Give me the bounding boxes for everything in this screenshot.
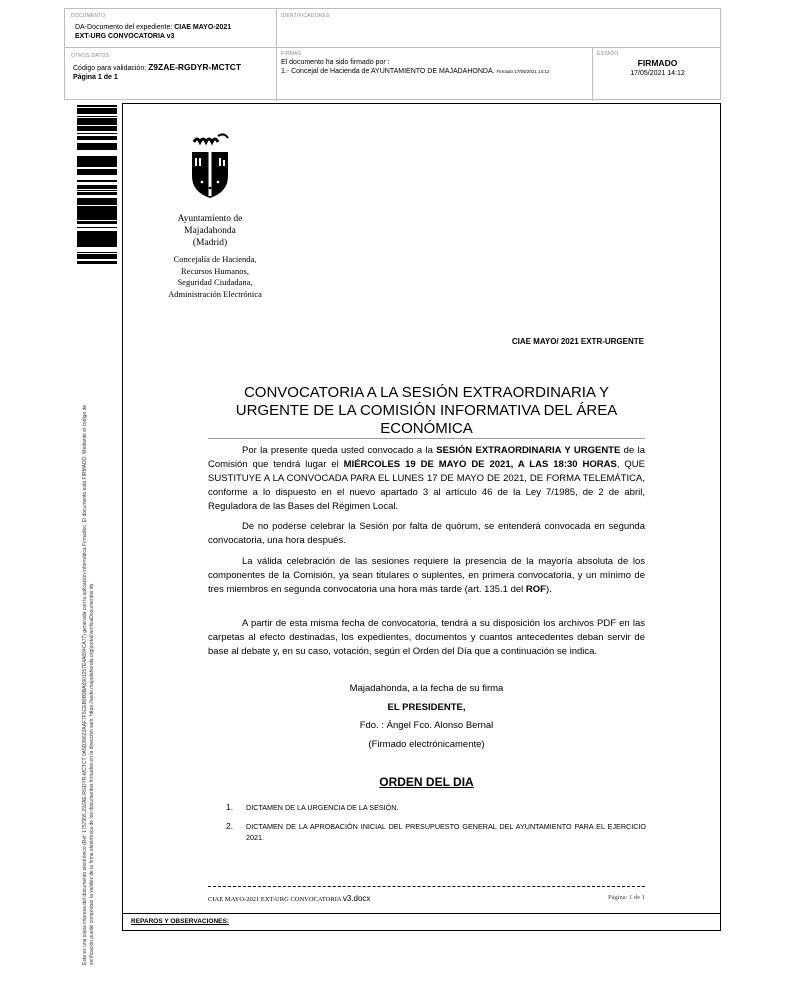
footer-page: Página: 1 de 1	[607, 894, 645, 901]
pagina-count: Página 1 de 1	[73, 74, 118, 81]
document-header-table	[64, 8, 721, 100]
title-line: CONVOCATORIA A LA SESIÓN EXTRAORDINARIA Y	[243, 384, 610, 401]
paragraph-2: De no poderse celebrar la Sesión por falta de quórum, se entenderá convocada en segunda convocatoria, una hora después.	[208, 521, 645, 546]
firmas-line2	[281, 67, 549, 76]
council-department	[155, 254, 275, 300]
firmas-signer: 1.- Concejal de Hacienda de AYUNTAMIENTO DE MAJADAHONDA.	[281, 68, 495, 75]
agenda-item	[226, 821, 646, 845]
signature-note: (Firmado electrónicamente)	[368, 739, 485, 750]
documento-label: DOCUMENTO	[71, 13, 106, 19]
footer-file-prefix: CIAE MAYO-2021 EXT-URG CONVOCATORIA	[208, 896, 343, 903]
documento-line2: EXT-URG CONVOCATORIA v3	[75, 33, 175, 40]
documento-value	[75, 23, 231, 41]
paragraph-1	[208, 444, 645, 514]
paragraph-3	[208, 555, 645, 597]
department-line: Seguridad Ciudadana,	[177, 277, 253, 287]
documento-code: CIAE MAYO-2021	[174, 24, 232, 31]
firmas-date: Firmado 17/05/2021 14:12	[496, 69, 550, 74]
firmas-label: FIRMAS	[281, 51, 302, 57]
agenda-item-number: 2.	[226, 821, 234, 831]
department-line: Concejalía de Hacienda,	[173, 254, 257, 264]
p1-bold: MIÉRCOLES 19 DE MAYO DE 2021, A LAS 18:30 HORAS	[343, 459, 617, 470]
codigo-value: Z9ZAE-RGDYR-MCTCT	[148, 62, 242, 72]
header-divider	[276, 47, 277, 101]
footer-filename	[208, 894, 370, 903]
place-date: Majadahonda, a la fecha de su firma	[349, 683, 504, 694]
estado-label: ESTADO	[597, 51, 619, 57]
p1-text: de la Comisión que tendrá lugar el	[208, 445, 645, 470]
agenda-item-text: DICTAMEN DE LA URGENCIA DE LA SESIÓN.	[246, 803, 399, 812]
title-divider	[208, 438, 645, 439]
council-name-line: Majadahonda	[184, 226, 236, 236]
header-divider	[276, 9, 277, 47]
orden-del-dia-title: ORDEN DEL DIA	[379, 775, 474, 789]
council-name-line: Ayuntamiento de	[177, 214, 243, 224]
p3-bold: ROF	[525, 584, 546, 595]
council-name	[160, 213, 260, 249]
verification-text-line1: Esta es una copia impresa del documento electrónico (Ref: 1757955 Z9ZAE-RGDYR-MCTCT 0A5D39622AAF7F5CEB9B9BA6901257E4A694CA77) generada con la aplicación informática Firmadoc. El documento está FIRMADO. Mediante el código de	[82, 404, 88, 965]
council-name-line: (Madrid)	[192, 238, 228, 248]
agenda-item	[226, 802, 646, 814]
president-name: Fdo. : Ángel Fco. Alonso Bernal	[359, 720, 494, 731]
reparos-label: REPAROS Y OBSERVACIONES:	[131, 918, 230, 925]
agenda-item-text: DICTAMEN DE LA APROBACIÓN INICIAL DEL PRESUPUESTO GENERAL DEL AYUNTAMIENTO PARA EL EJERCICIO 2021.	[246, 822, 646, 842]
document-title	[208, 384, 645, 438]
paragraph-4: A partir de esta misma fecha de convocatoria, tendrá a su disposición los archivos PDF en las carpetas al efecto destinadas, los expedientes, documentos y cuantos antecedentes deban servir de base al debate y, en su caso, votación, según el Orden del Día que a continuación se indica.	[208, 618, 645, 657]
department-line: Recursos Humanos,	[181, 265, 249, 276]
p1-bold: SESIÓN EXTRAORDINARIA Y URGENTE	[436, 445, 621, 456]
identificadores-label: IDENTIFICADORES	[281, 13, 330, 19]
agenda-item-number: 1.	[226, 802, 234, 812]
p1-text: , QUE SUSTITUYE A LA CONVOCADA PARA EL LUNES 17 DE MAYO DE 2021, DE FORMA TELEMÁTICA, conforme a lo dispuesto en el nuevo apartado 3 al artículo 46 de la Ley 7/1985, de 2 de abril, Reguladora de las Bases del Régimen Local.	[208, 459, 645, 512]
p3-text: ).	[545, 584, 552, 595]
footer-file-suffix: v3.docx	[342, 894, 371, 903]
p1-text: Por la presente queda usted convocado a la	[242, 445, 437, 456]
codigo-prefix: Código para validación:	[73, 65, 149, 72]
header-divider	[65, 47, 720, 48]
footer-divider	[208, 886, 645, 887]
department-line: Administración Electrónica	[168, 288, 262, 299]
verification-text-line2: verificación puede comprobar la validez de la firma electrónica de los documentos firmados en la dirección web: https://sede.majadahonda.org/portal/verificaDocumentos.do	[89, 583, 95, 965]
otros-datos-label: OTROS DATOS	[71, 53, 110, 59]
estado-value: FIRMADO	[637, 58, 678, 68]
reparos-section	[123, 913, 720, 930]
p3-text: La válida celebración de las sesiones requiere la presencia de la mayoría absoluta de los componentes de la Comisión, ya sean titulares o suplentes, en primera convocatoria, y un mínimo de tres miembros en segunda convocatoria una hora más tarde (art. 135.1 del	[208, 556, 645, 595]
firmas-line1: El documento ha sido firmado por :	[281, 59, 390, 66]
estado-date: 17/05/2021 14:12	[630, 70, 685, 77]
documento-prefix: DA-Documento del expediente:	[75, 24, 175, 31]
codigo-validacion	[73, 63, 241, 73]
document-reference: CIAE MAYO/ 2021 EXTR-URGENTE	[511, 337, 644, 346]
title-line: URGENTE DE LA COMISIÓN INFORMATIVA DEL ÁREA	[235, 402, 618, 419]
barcode-image	[77, 104, 117, 264]
majadahonda-logo	[188, 132, 232, 200]
president-role: EL PRESIDENTE,	[387, 702, 466, 713]
title-line: ECONÓMICA	[380, 420, 473, 437]
